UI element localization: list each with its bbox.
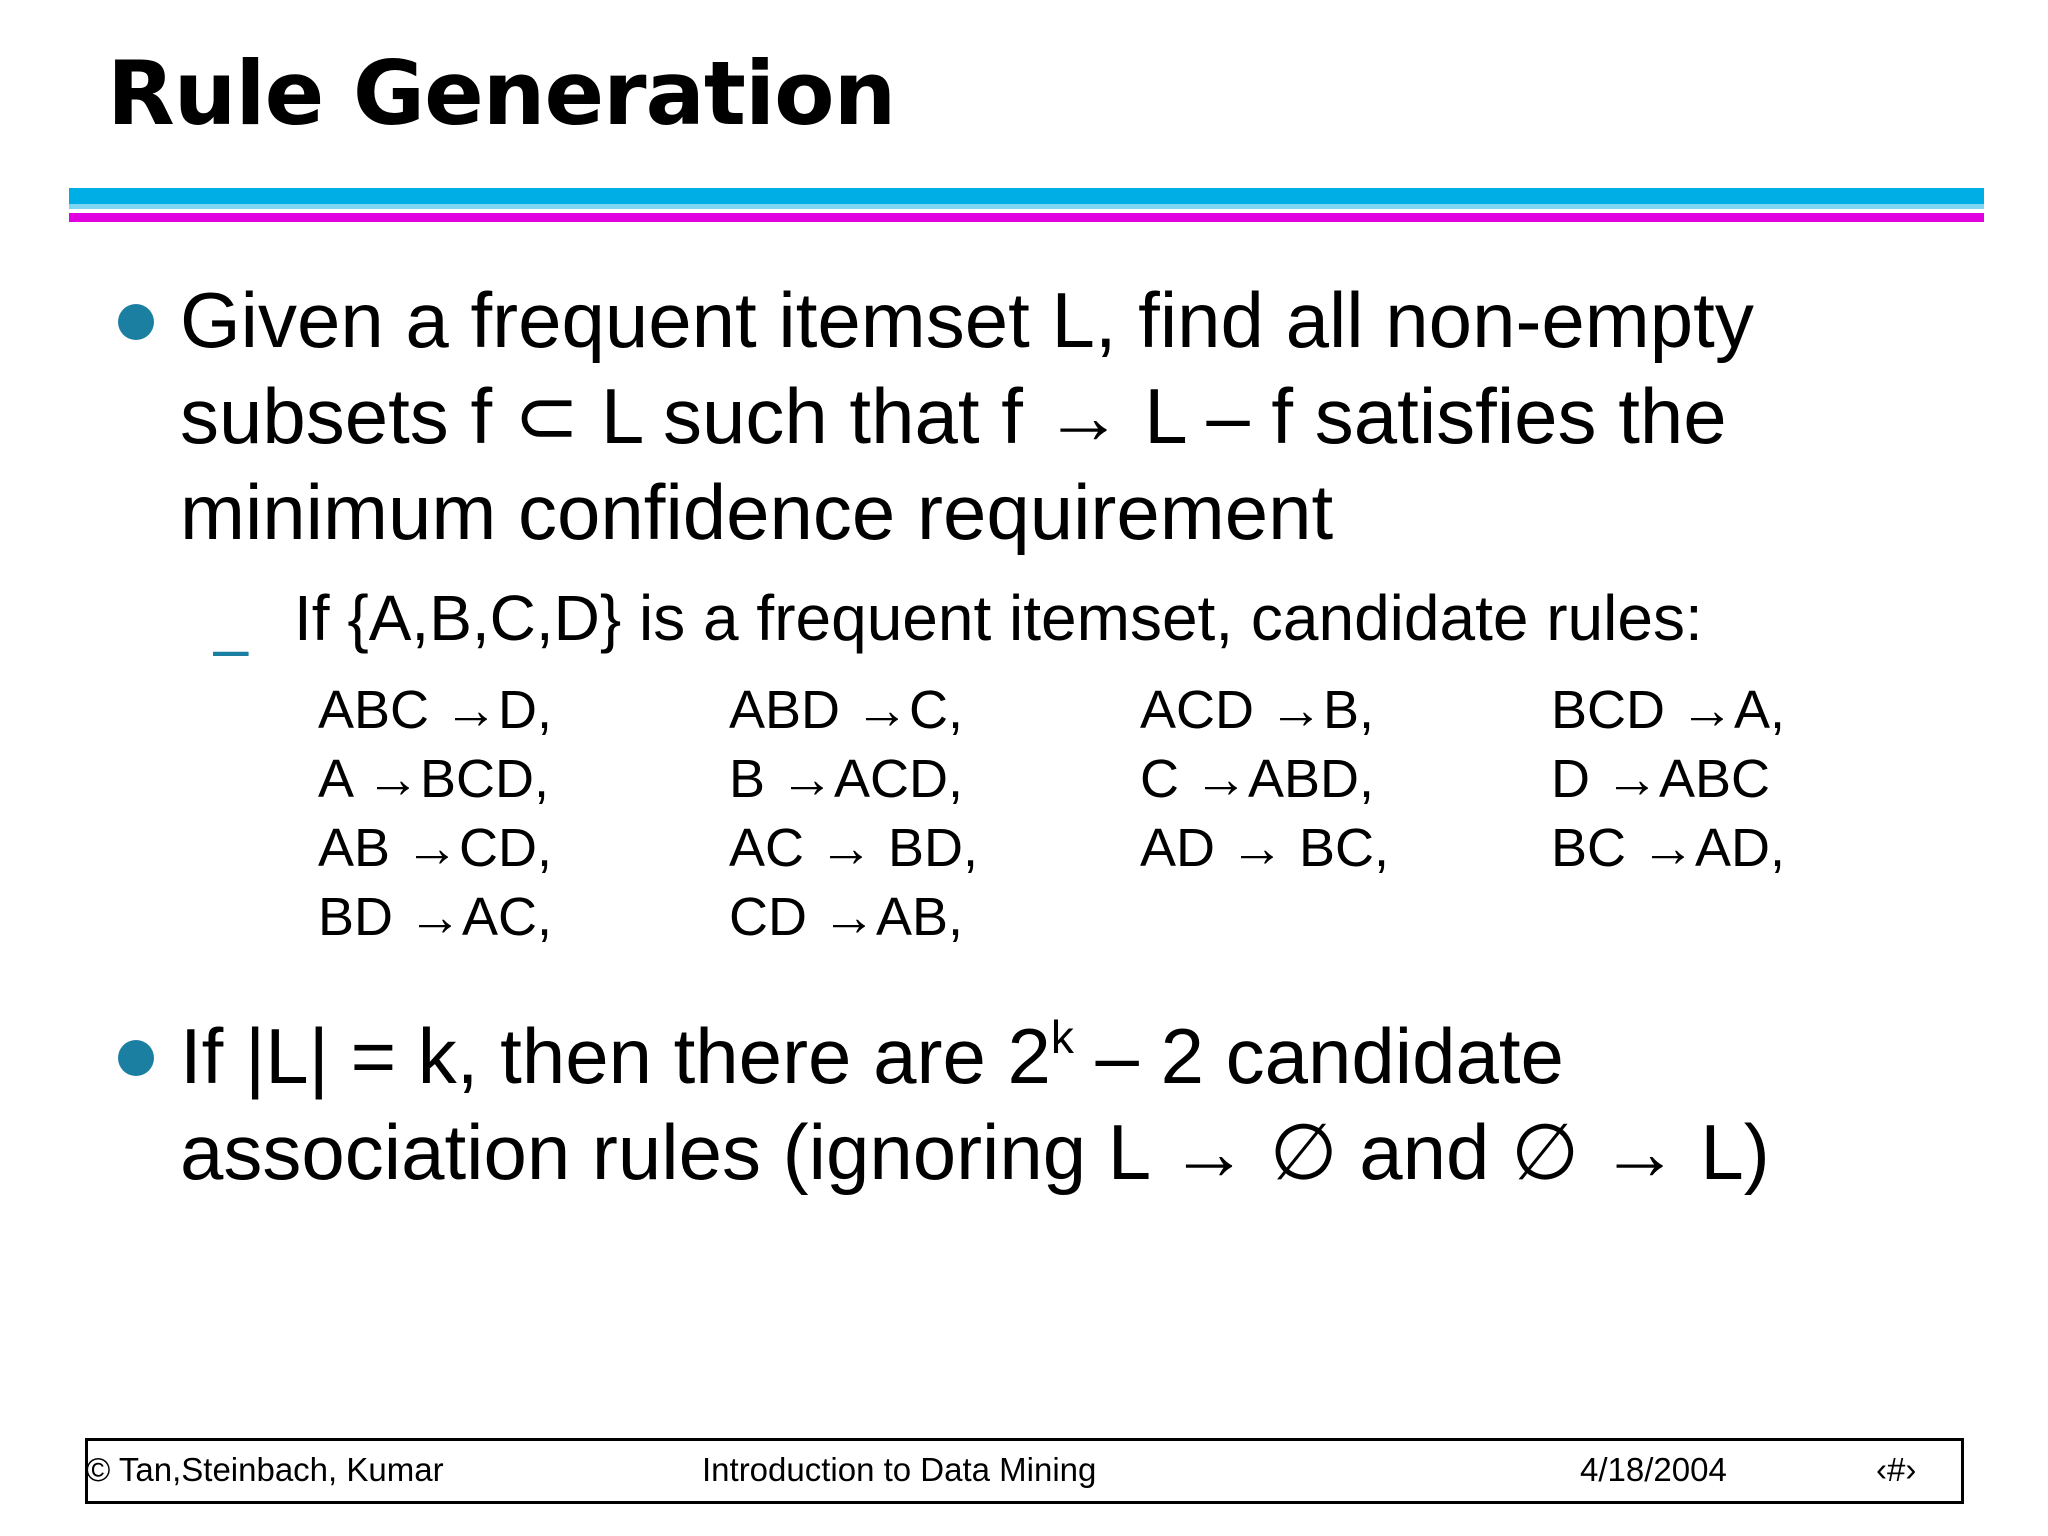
candidate-rule: BCD →A, xyxy=(1551,680,1786,740)
exponent-k: k xyxy=(1050,1011,1074,1063)
candidate-rule: ACD →B, xyxy=(1140,680,1375,740)
bullet-text-segment: – 2 candidate xyxy=(1073,1012,1564,1100)
title-divider-cyan xyxy=(69,188,1984,204)
footer-page-number: ‹#› xyxy=(1876,1451,1917,1488)
title-divider-cyan-light xyxy=(69,204,1984,209)
bullet-line: association rules (ignoring L → ∅ and ∅ → L) xyxy=(180,1108,1770,1196)
bullet-line: minimum confidence requirement xyxy=(180,468,1334,556)
sub-bullet-dash: – xyxy=(213,612,249,684)
candidate-rule: A →BCD, xyxy=(318,749,550,809)
candidate-rule: AB →CD, xyxy=(318,818,553,878)
footer-course-title: Introduction to Data Mining xyxy=(702,1451,1097,1488)
bullet-text-segment: If |L| = k, then there are 2 xyxy=(180,1012,1051,1100)
candidate-rule xyxy=(1551,883,1962,952)
candidate-rule: ABC →D, xyxy=(318,680,553,740)
bullet-dot-icon xyxy=(118,1040,154,1076)
bullet-line: subsets f ⊂ L such that f → L – f satisfies the xyxy=(180,372,1727,460)
candidate-rule: ABD →C, xyxy=(729,680,964,740)
candidate-rule: C →ABD, xyxy=(1140,749,1375,809)
candidate-rule xyxy=(1140,883,1551,952)
title-divider-magenta xyxy=(69,213,1984,222)
footer-date: 4/18/2004 xyxy=(1580,1451,1727,1488)
bullet-rule-count xyxy=(180,1008,2000,1200)
bullet-line: Given a frequent itemset L, find all non-empty xyxy=(180,276,1754,364)
bullet-line xyxy=(180,1008,2000,1104)
bullet-dot-icon xyxy=(118,304,154,340)
candidate-rules-grid xyxy=(318,676,1962,952)
slide-title: Rule Generation xyxy=(107,42,896,145)
candidate-rule: D →ABC xyxy=(1551,749,1771,809)
candidate-rule: BC →AD, xyxy=(1551,818,1786,878)
candidate-rule: B →ACD, xyxy=(729,749,964,809)
candidate-rule: BD →AC, xyxy=(318,887,553,947)
candidate-rule: CD →AB, xyxy=(729,887,964,947)
footer-authors: © Tan,Steinbach, Kumar xyxy=(86,1451,444,1488)
sub-bullet-text: If {A,B,C,D} is a frequent itemset, candidate rules: xyxy=(294,582,1703,654)
candidate-rule: AC → BD, xyxy=(729,818,979,878)
candidate-rule: AD → BC, xyxy=(1140,818,1390,878)
bullet-rule-generation-definition xyxy=(180,272,2000,560)
